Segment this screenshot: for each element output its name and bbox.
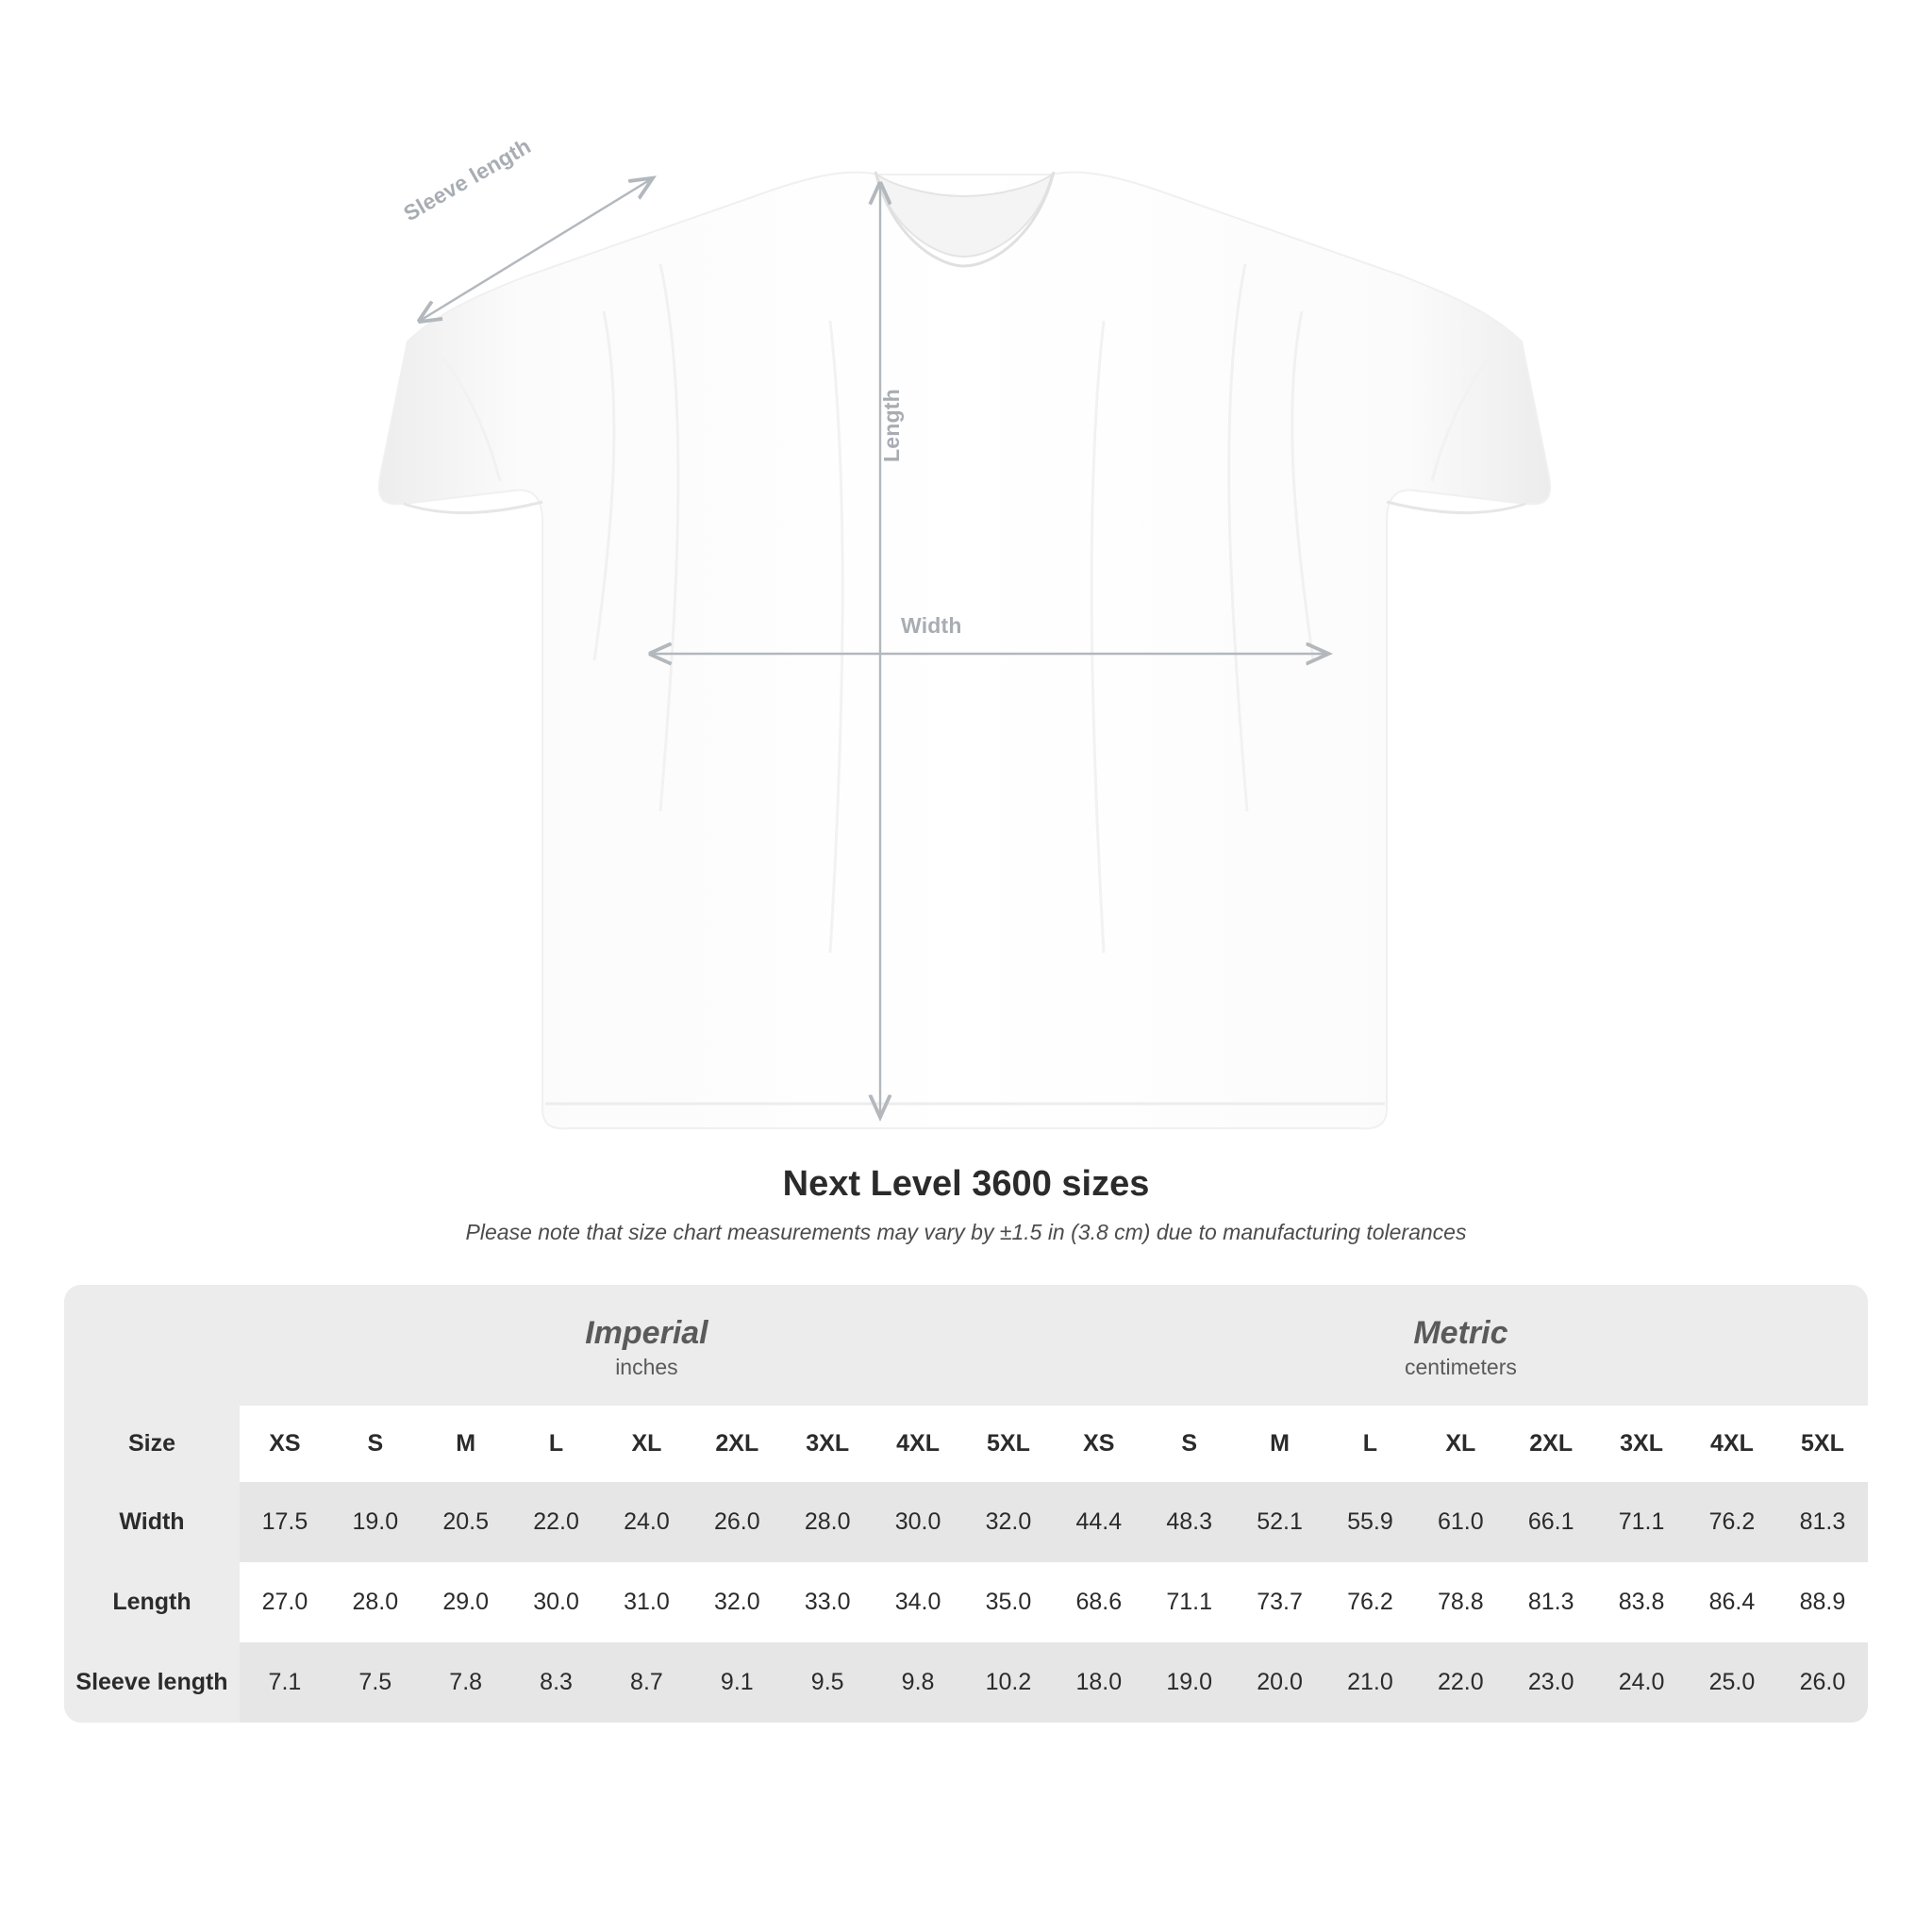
unit-metric-sub: centimeters xyxy=(1405,1354,1517,1379)
cell-width-metric-4xl: 76.2 xyxy=(1687,1482,1777,1562)
cell-width-metric-s: 48.3 xyxy=(1144,1482,1235,1562)
width-label: Width xyxy=(901,613,962,638)
cell-width-imperial-s: 19.0 xyxy=(330,1482,421,1562)
cell-width-imperial-5xl: 32.0 xyxy=(963,1482,1054,1562)
cell-width-imperial-4xl: 30.0 xyxy=(873,1482,963,1562)
cell-sleeve-imperial-m: 7.8 xyxy=(421,1642,511,1723)
size-cell-imperial-l: L xyxy=(511,1406,602,1482)
size-cell-metric-5xl: 5XL xyxy=(1777,1406,1868,1482)
cell-length-imperial-s: 28.0 xyxy=(330,1562,421,1642)
cell-length-imperial-5xl: 35.0 xyxy=(963,1562,1054,1642)
cell-sleeve-imperial-s: 7.5 xyxy=(330,1642,421,1723)
size-cell-imperial-2xl: 2XL xyxy=(691,1406,782,1482)
size-cell-metric-m: M xyxy=(1235,1406,1325,1482)
size-cell-imperial-4xl: 4XL xyxy=(873,1406,963,1482)
size-cell-metric-s: S xyxy=(1144,1406,1235,1482)
cell-length-metric-m: 73.7 xyxy=(1235,1562,1325,1642)
cell-width-metric-l: 55.9 xyxy=(1325,1482,1416,1562)
cell-sleeve-metric-xl: 22.0 xyxy=(1415,1642,1506,1723)
cell-width-metric-5xl: 81.3 xyxy=(1777,1482,1868,1562)
sleeve-length-label: Sleeve length xyxy=(399,133,535,226)
unit-imperial-sub: inches xyxy=(615,1354,678,1379)
cell-length-imperial-2xl: 32.0 xyxy=(691,1562,782,1642)
cell-length-imperial-l: 30.0 xyxy=(511,1562,602,1642)
length-label: Length xyxy=(879,389,904,462)
cell-length-imperial-4xl: 34.0 xyxy=(873,1562,963,1642)
cell-sleeve-imperial-xs: 7.1 xyxy=(240,1642,330,1723)
cell-width-metric-m: 52.1 xyxy=(1235,1482,1325,1562)
cell-sleeve-imperial-3xl: 9.5 xyxy=(782,1642,873,1723)
cell-length-metric-2xl: 81.3 xyxy=(1506,1562,1596,1642)
unit-imperial-name: Imperial xyxy=(585,1315,708,1351)
unit-group-imperial xyxy=(240,1285,1054,1406)
cell-length-imperial-3xl: 33.0 xyxy=(782,1562,873,1642)
cell-width-metric-2xl: 66.1 xyxy=(1506,1482,1596,1562)
row-label-sleeve-length: Sleeve length xyxy=(64,1642,240,1723)
cell-length-metric-l: 76.2 xyxy=(1325,1562,1416,1642)
cell-length-metric-5xl: 88.9 xyxy=(1777,1562,1868,1642)
unit-header-row xyxy=(64,1285,1868,1406)
table-row-width xyxy=(64,1482,1868,1562)
cell-sleeve-imperial-4xl: 9.8 xyxy=(873,1642,963,1723)
title-block xyxy=(0,1164,1932,1245)
cell-width-imperial-m: 20.5 xyxy=(421,1482,511,1562)
size-cell-metric-xl: XL xyxy=(1415,1406,1506,1482)
size-row-label: Size xyxy=(64,1406,240,1482)
tolerance-note: Please note that size chart measurements may vary by ±1.5 in (3.8 cm) due to manufacturing tolerances xyxy=(465,1220,1467,1244)
cell-sleeve-imperial-5xl: 10.2 xyxy=(963,1642,1054,1723)
cell-sleeve-metric-2xl: 23.0 xyxy=(1506,1642,1596,1723)
cell-sleeve-imperial-xl: 8.7 xyxy=(602,1642,692,1723)
size-cell-metric-l: L xyxy=(1325,1406,1416,1482)
cell-sleeve-metric-3xl: 24.0 xyxy=(1596,1642,1687,1723)
table-row-sleeve-length xyxy=(64,1642,1868,1723)
size-cell-imperial-3xl: 3XL xyxy=(782,1406,873,1482)
cell-width-imperial-2xl: 26.0 xyxy=(691,1482,782,1562)
cell-width-metric-xs: 44.4 xyxy=(1054,1482,1144,1562)
cell-width-imperial-xs: 17.5 xyxy=(240,1482,330,1562)
size-cell-imperial-s: S xyxy=(330,1406,421,1482)
row-label-width: Width xyxy=(64,1482,240,1562)
size-cell-metric-xs: XS xyxy=(1054,1406,1144,1482)
cell-sleeve-metric-m: 20.0 xyxy=(1235,1642,1325,1723)
cell-width-imperial-xl: 24.0 xyxy=(602,1482,692,1562)
page-title: Next Level 3600 sizes xyxy=(782,1164,1150,1204)
size-cell-imperial-xs: XS xyxy=(240,1406,330,1482)
cell-length-imperial-xl: 31.0 xyxy=(602,1562,692,1642)
cell-sleeve-imperial-2xl: 9.1 xyxy=(691,1642,782,1723)
cell-sleeve-metric-l: 21.0 xyxy=(1325,1642,1416,1723)
unit-metric-name: Metric xyxy=(1413,1315,1508,1351)
cell-width-metric-3xl: 71.1 xyxy=(1596,1482,1687,1562)
cell-length-metric-s: 71.1 xyxy=(1144,1562,1235,1642)
table-row-length xyxy=(64,1562,1868,1642)
cell-length-metric-xl: 78.8 xyxy=(1415,1562,1506,1642)
cell-length-imperial-m: 29.0 xyxy=(421,1562,511,1642)
cell-sleeve-metric-xs: 18.0 xyxy=(1054,1642,1144,1723)
cell-sleeve-metric-4xl: 25.0 xyxy=(1687,1642,1777,1723)
cell-length-metric-3xl: 83.8 xyxy=(1596,1562,1687,1642)
cell-length-metric-4xl: 86.4 xyxy=(1687,1562,1777,1642)
cell-width-imperial-3xl: 28.0 xyxy=(782,1482,873,1562)
size-cell-imperial-xl: XL xyxy=(602,1406,692,1482)
size-cell-metric-2xl: 2XL xyxy=(1506,1406,1596,1482)
size-table-wrapper xyxy=(64,1285,1868,1723)
size-table xyxy=(64,1285,1868,1723)
size-cell-metric-4xl: 4XL xyxy=(1687,1406,1777,1482)
cell-sleeve-metric-s: 19.0 xyxy=(1144,1642,1235,1723)
cell-length-imperial-xs: 27.0 xyxy=(240,1562,330,1642)
shirt-body xyxy=(379,172,1550,1128)
size-cell-imperial-5xl: 5XL xyxy=(963,1406,1054,1482)
cell-width-metric-xl: 61.0 xyxy=(1415,1482,1506,1562)
size-cell-imperial-m: M xyxy=(421,1406,511,1482)
unit-group-metric xyxy=(1054,1285,1868,1406)
cell-length-metric-xs: 68.6 xyxy=(1054,1562,1144,1642)
cell-sleeve-imperial-l: 8.3 xyxy=(511,1642,602,1723)
corner-cell xyxy=(64,1285,240,1406)
row-label-length: Length xyxy=(64,1562,240,1642)
size-row xyxy=(64,1406,1868,1482)
cell-width-imperial-l: 22.0 xyxy=(511,1482,602,1562)
cell-sleeve-metric-5xl: 26.0 xyxy=(1777,1642,1868,1723)
size-cell-metric-3xl: 3XL xyxy=(1596,1406,1687,1482)
